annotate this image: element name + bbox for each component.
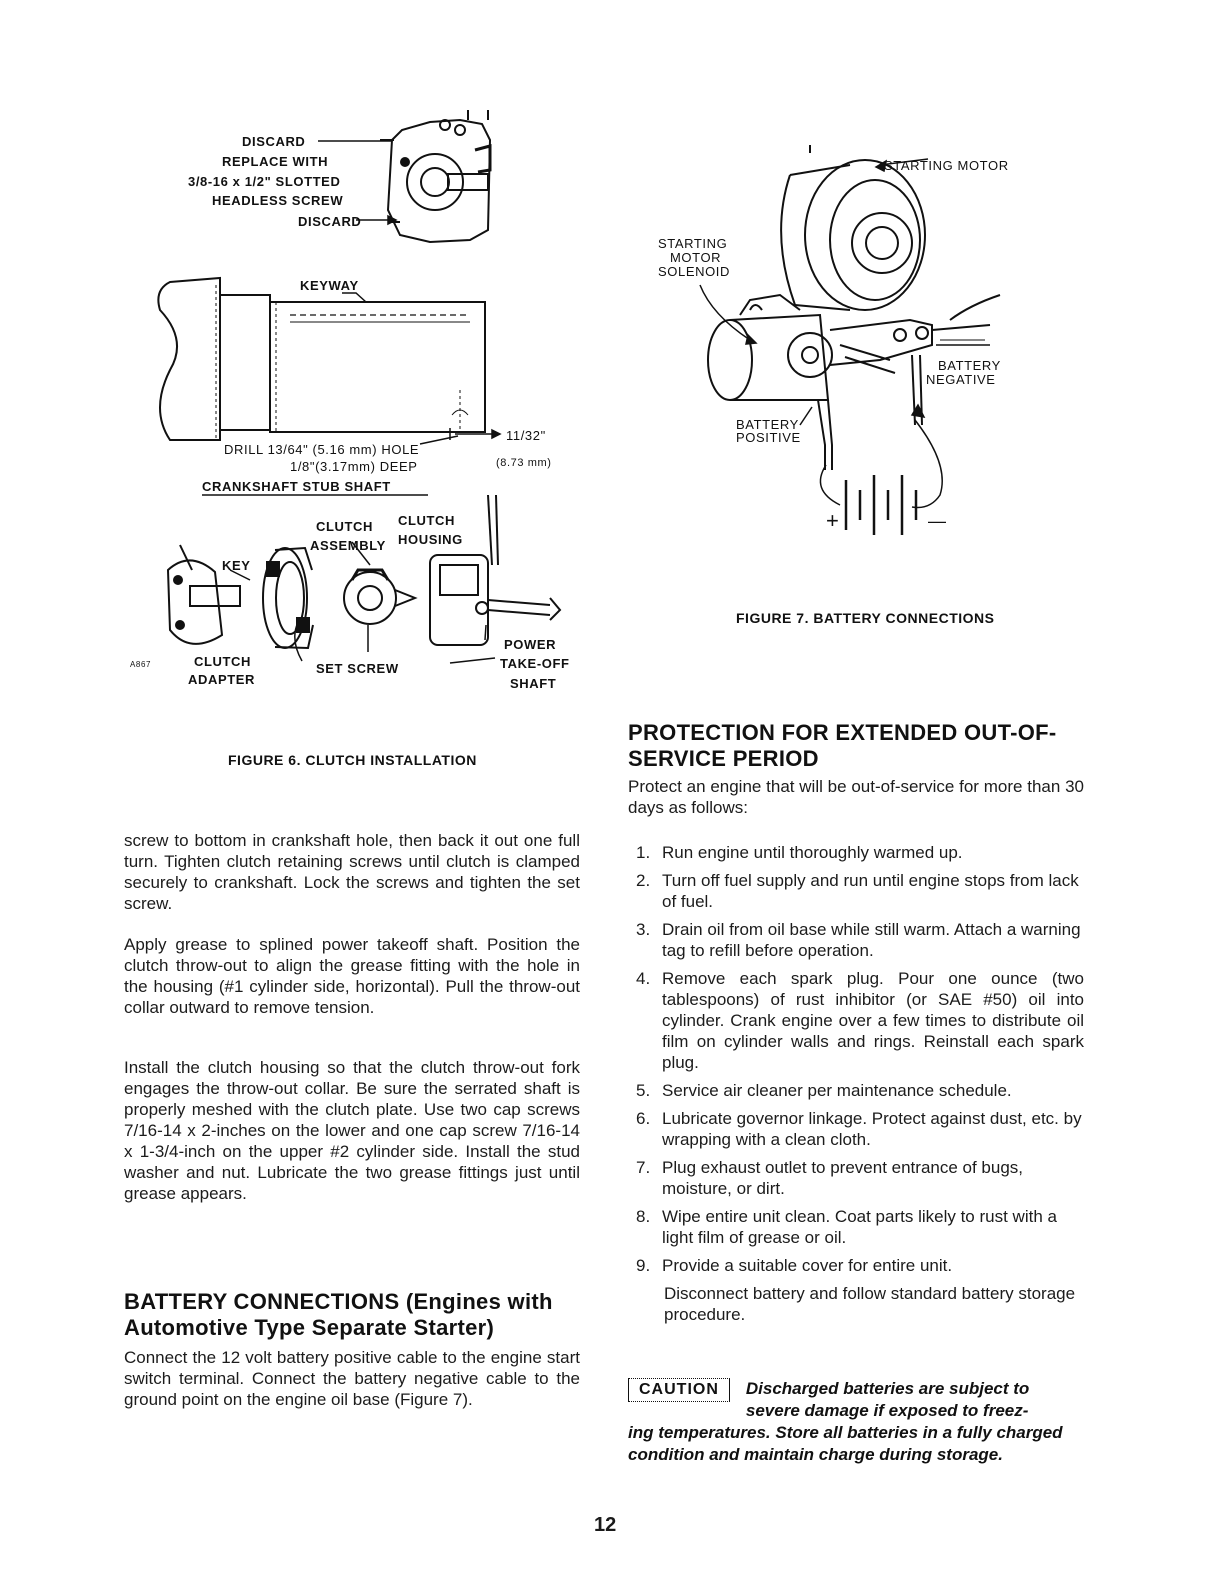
label-set-screw: SET SCREW <box>316 661 399 676</box>
label-clutch-assembly-1: CLUTCH <box>316 519 374 534</box>
paragraph-battery-connect: Connect the 12 volt battery positive cable to the engine start switch terminal. Connect the battery negative cable to the ground point on the engine oil base (Figure 7). <box>124 1348 580 1409</box>
label-drill-2: 1/8"(3.17mm) DEEP <box>290 459 418 474</box>
protection-heading-line-2: SERVICE PERIOD <box>628 746 819 771</box>
label-clutch-adapter-1: CLUTCH <box>194 654 252 669</box>
label-battery-positive-2: POSITIVE <box>736 430 801 445</box>
paragraph-grease-shaft: Apply grease to splined power takeoff shaft. Position the clutch throw-out to align the grease fitting with the hole in the housing (#1 cylinder side, horizontal). Pull the throw-out collar outward to remove tension. <box>124 935 580 1017</box>
caution-text-3: ing temperatures. Store all batteries in a fully charged <box>628 1423 1063 1442</box>
caution-badge: CAUTION <box>628 1378 730 1402</box>
label-pto-2: TAKE-OFF <box>500 656 570 671</box>
figure-6-clutch-diagram <box>130 110 600 700</box>
label-crankshaft: CRANKSHAFT STUB SHAFT <box>202 479 391 494</box>
crankshaft-drawing <box>158 278 485 440</box>
step-item: 5. Service air cleaner per maintenance schedule. <box>636 1081 1012 1100</box>
label-battery-plus: + <box>826 508 840 533</box>
label-clutch-housing-2: HOUSING <box>398 532 463 547</box>
label-solenoid-1: STARTING <box>658 236 728 251</box>
label-clutch-adapter-2: ADAPTER <box>188 672 256 687</box>
caution-text-1: Discharged batteries are subject to <box>745 1379 1030 1398</box>
battery-symbol <box>846 475 916 535</box>
protection-intro: Protect an engine that will be out-of-service for more than 30 days as follows: <box>628 777 1084 817</box>
label-discard-bottom: DISCARD <box>298 214 362 229</box>
figure-6-caption: FIGURE 6. CLUTCH INSTALLATION <box>228 752 477 768</box>
protection-steps-list <box>628 842 1084 1276</box>
label-drill-1: DRILL 13/64" (5.16 mm) HOLE <box>224 442 420 457</box>
step-item: 4. Remove each spark plug. Pour one ounce (two tablespoons) of rust inhibitor (or SAE #50) oil into cylinder. Crank engine over a few times to distribute oil film on cylinder walls and rings. Reinstall each spark plug. <box>636 969 1084 1072</box>
figure-7-caption: FIGURE 7. BATTERY CONNECTIONS <box>736 610 995 626</box>
left-column <box>124 830 580 1204</box>
step-item: 1. Run engine until thoroughly warmed up. <box>636 843 963 862</box>
label-replace-3: HEADLESS SCREW <box>212 193 344 208</box>
caution-text-4: condition and maintain charge during storage. <box>628 1445 1003 1464</box>
label-replace-2: 3/8-16 x 1/2" SLOTTED <box>188 174 341 189</box>
label-clutch-assembly-2: ASSEMBLY <box>310 538 386 553</box>
step-item: 6. Lubricate governor linkage. Protect against dust, etc. by wrapping with a clean cloth. <box>636 1109 1082 1149</box>
paragraph-install-housing: Install the clutch housing so that the clutch throw-out fork engages the throw-out collar. Be sure the serrated shaft is properly meshed with the clutch plate. Use two cap screws 7/16-14 x 2-inches on the lower and one cap screw 7/16-14 x 1-3/4-inch on the upper #2 cylinder side. Install the stud washer and nut. Lubricate the two grease fittings just until grease appears. <box>124 1058 580 1203</box>
step-item: 3. Drain oil from oil base while still warm. Attach a warning tag to refill before operation. <box>636 920 1081 960</box>
label-key: KEY <box>222 558 251 573</box>
label-pto-3: SHAFT <box>510 676 557 691</box>
label-battery-negative-1: BATTERY <box>938 358 1001 373</box>
figure-7-battery-diagram <box>650 145 1050 555</box>
protection-section <box>628 720 1088 1325</box>
gear-housing-drawing <box>380 110 490 242</box>
label-starting-motor: STARTING MOTOR <box>884 158 1009 173</box>
label-clutch-housing-1: CLUTCH <box>398 513 456 528</box>
label-discard-top: DISCARD <box>242 134 306 149</box>
step-item: 9. Provide a suitable cover for entire unit. <box>636 1256 953 1275</box>
battery-connections-section <box>124 1289 594 1410</box>
label-pto-1: POWER <box>504 637 557 652</box>
label-keyway: KEYWAY <box>300 278 359 293</box>
label-dim-value: 11/32" <box>506 428 546 443</box>
step-item: 7. Plug exhaust outlet to prevent entrance of bugs, moisture, or dirt. <box>636 1158 1024 1198</box>
battery-heading-line-1: BATTERY CONNECTIONS (Engines with <box>124 1289 553 1314</box>
label-battery-negative-2: NEGATIVE <box>926 372 996 387</box>
page-number: 12 <box>594 1514 617 1536</box>
protection-heading-line-1: PROTECTION FOR EXTENDED OUT-OF- <box>628 720 1057 745</box>
label-dim-mm: (8.73 mm) <box>496 457 552 469</box>
step-9-extra: Disconnect battery and follow standard battery storage procedure. <box>664 1284 1076 1324</box>
caution-block <box>628 1378 1090 1466</box>
label-solenoid-3: SOLENOID <box>658 264 730 279</box>
label-solenoid-2: MOTOR <box>670 250 722 265</box>
step-item: 2. Turn off fuel supply and run until engine stops from lack of fuel. <box>636 871 1079 911</box>
label-replace-1: REPLACE WITH <box>222 154 329 169</box>
label-battery-positive-1: BATTERY <box>736 417 799 432</box>
caution-text-2: severe damage if exposed to freez- <box>745 1401 1029 1420</box>
paragraph-crankshaft-screw: screw to bottom in crankshaft hole, then back it out one full turn. Tighten clutch retaining screws until clutch is clamped securely to crankshaft. Lock the screws and tighten the set screw. <box>124 831 580 913</box>
battery-heading-line-2: Automotive Type Separate Starter) <box>124 1315 495 1340</box>
label-part-code: A867 <box>130 660 152 669</box>
step-item: 8. Wipe entire unit clean. Coat parts likely to rust with a light film of grease or oil. <box>636 1207 1057 1247</box>
label-battery-minus: — <box>928 511 947 531</box>
